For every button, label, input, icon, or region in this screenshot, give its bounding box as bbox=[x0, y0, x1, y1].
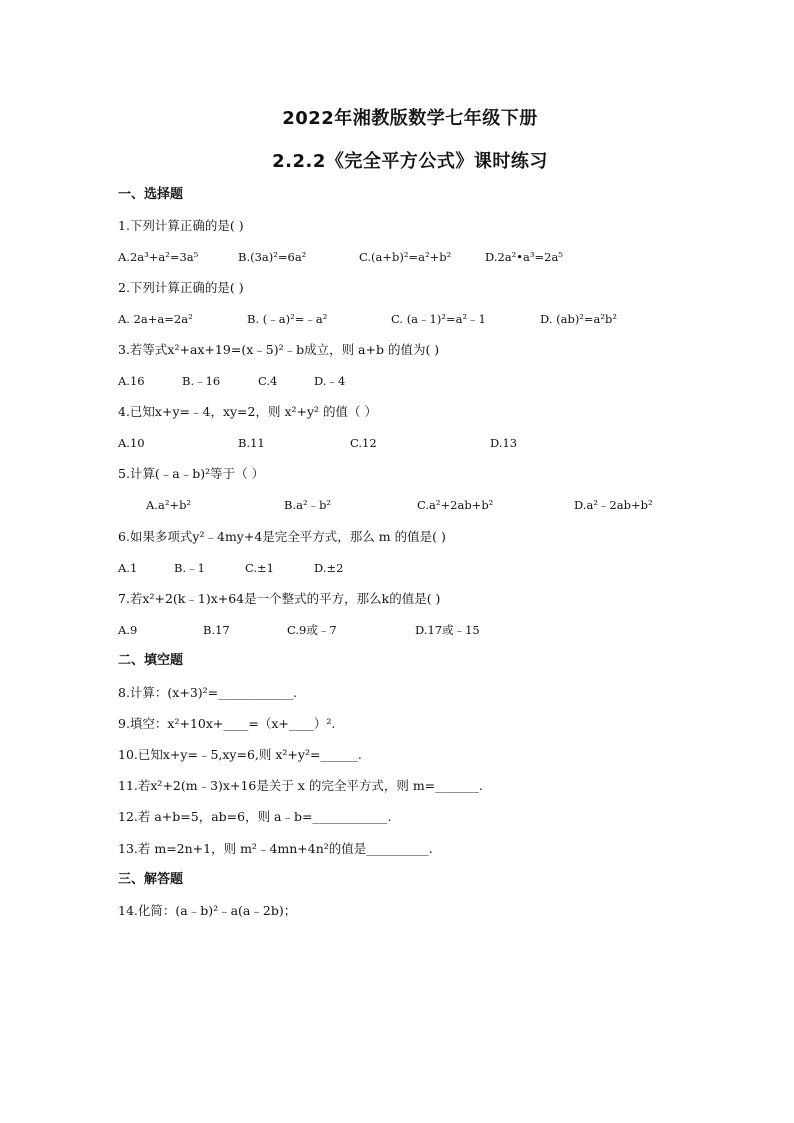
section-fill-in-blank: 二、填空题 bbox=[118, 653, 184, 668]
question-1-option-a: A.2a³+a²=3a⁵ bbox=[118, 250, 199, 264]
question-4-option-a: A.10 bbox=[118, 436, 145, 450]
question-9: 9.填空：x²+10x+____=（x+____）². bbox=[118, 716, 336, 731]
question-2-option-a: A. 2a+a=2a² bbox=[118, 312, 193, 326]
section-solutions: 三、解答题 bbox=[118, 872, 184, 887]
question-5-option-c: C.a²+2ab+b² bbox=[417, 498, 494, 512]
question-1-option-d: D.2a²•a³=2a⁵ bbox=[485, 250, 563, 264]
question-3-option-c: C.4 bbox=[258, 374, 278, 388]
question-13: 13.若 m=2n+1，则 m²﹣4mn+4n²的值是__________. bbox=[118, 841, 433, 856]
question-3: 3.若等式x²+ax+19=(x﹣5)²﹣b成立，则 a+b 的值为( ) bbox=[118, 342, 440, 357]
question-3-option-b: B.﹣16 bbox=[182, 374, 221, 388]
question-7: 7.若x²+2(k﹣1)x+64是一个整式的平方，那么k的值是( ) bbox=[118, 591, 441, 606]
question-4: 4.已知x+y=﹣4，xy=2，则 x²+y² 的值（ ） bbox=[118, 404, 378, 419]
question-3-option-a: A.16 bbox=[118, 374, 145, 388]
question-4-option-c: C.12 bbox=[350, 436, 377, 450]
question-5-option-b: B.a²﹣b² bbox=[284, 498, 332, 512]
question-1-option-c: C.(a+b)²=a²+b² bbox=[359, 250, 452, 264]
question-7-option-b: B.17 bbox=[203, 623, 230, 637]
question-6-option-b: B.﹣1 bbox=[174, 561, 205, 575]
question-1-option-b: B.(3a)²=6a² bbox=[238, 250, 307, 264]
question-10: 10.已知x+y=﹣5,xy=6,则 x²+y²=______. bbox=[118, 747, 362, 762]
question-5-option-d: D.a²﹣2ab+b² bbox=[574, 498, 653, 512]
question-5-option-a: A.a²+b² bbox=[146, 498, 192, 512]
question-6-option-a: A.1 bbox=[118, 561, 138, 575]
worksheet-title: 2022年湘教版数学七年级下册 bbox=[282, 108, 538, 129]
question-2-option-b: B. (﹣a)²=﹣a² bbox=[247, 312, 328, 326]
question-2-option-d: D. (ab)²=a²b² bbox=[540, 312, 617, 326]
question-3-option-d: D.﹣4 bbox=[314, 374, 346, 388]
question-2-option-c: C. (a﹣1)²=a²﹣1 bbox=[391, 312, 486, 326]
question-1: 1.下列计算正确的是( ) bbox=[118, 218, 244, 233]
section-multiple-choice: 一、选择题 bbox=[118, 187, 184, 202]
question-6-option-c: C.±1 bbox=[245, 561, 274, 575]
question-8: 8.计算：(x+3)²=____________. bbox=[118, 685, 298, 700]
question-4-option-b: B.11 bbox=[238, 436, 265, 450]
question-12: 12.若 a+b=5，ab=6，则 a﹣b=____________. bbox=[118, 809, 392, 824]
question-6-option-d: D.±2 bbox=[314, 561, 344, 575]
question-7-option-c: C.9或﹣7 bbox=[287, 623, 337, 637]
question-7-option-d: D.17或﹣15 bbox=[415, 623, 480, 637]
question-4-option-d: D.13 bbox=[490, 436, 518, 450]
question-2: 2.下列计算正确的是( ) bbox=[118, 280, 244, 295]
question-5: 5.计算(﹣a﹣b)²等于（ ） bbox=[118, 466, 265, 481]
worksheet-subtitle: 2.2.2《完全平方公式》课时练习 bbox=[272, 151, 548, 172]
question-6: 6.如果多项式y²﹣4my+4是完全平方式，那么 m 的值是( ) bbox=[118, 529, 446, 544]
question-14: 14.化简：(a﹣b)²﹣a(a﹣2b)； bbox=[118, 903, 297, 918]
question-7-option-a: A.9 bbox=[118, 623, 138, 637]
question-11: 11.若x²+2(m﹣3)x+16是关于 x 的完全平方式，则 m=_______. bbox=[118, 778, 483, 793]
